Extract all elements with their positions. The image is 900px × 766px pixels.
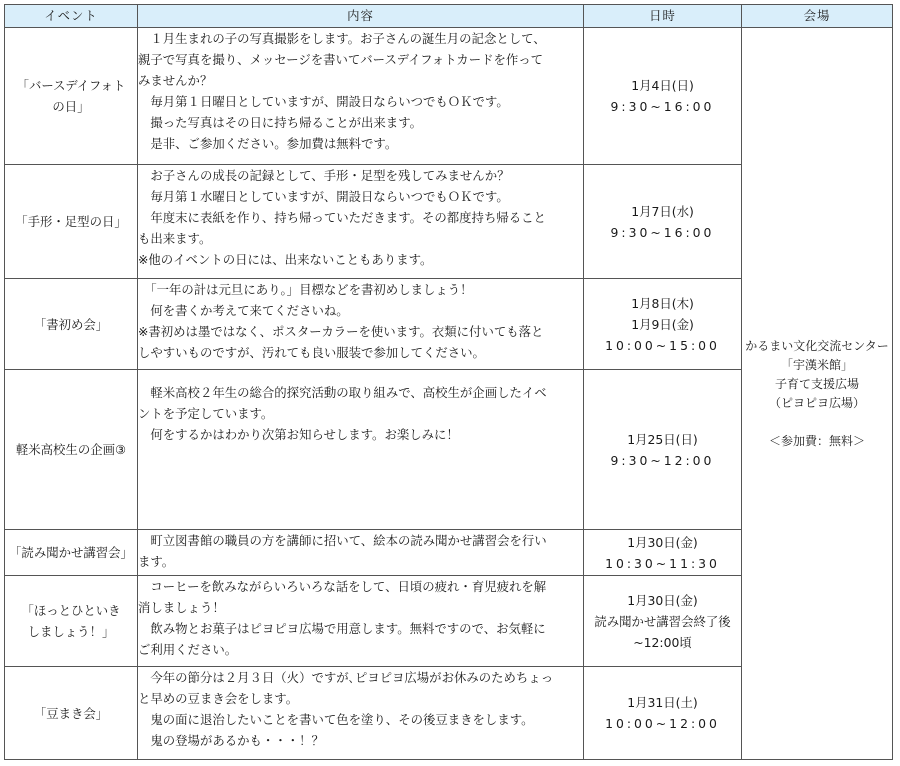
event-name-cell: [5, 576, 138, 667]
event-description-cell: [138, 165, 584, 279]
venue-line: （ピヨピヨ広場）: [768, 395, 865, 410]
event-description-cell: [138, 576, 584, 667]
description-line: 親子で写真を撮り、メッセージを書いてバースデイフォトカードを作って: [138, 52, 544, 67]
event-description-cell: [138, 370, 584, 530]
event-name-line: 「書初め会」: [33, 316, 109, 332]
venue-line: かるまい文化交流センター: [745, 338, 889, 353]
description-line: お子さんの成長の記録として、手形・足型を残してみませんか？: [138, 168, 510, 183]
event-date: 1月25日(日): [627, 431, 698, 447]
event-name-cell: [5, 530, 138, 576]
event-schedule-table: [4, 4, 893, 760]
event-datetime-cell: [584, 279, 742, 370]
description-line: コーヒーを飲みながらいろいろな話をして、日頃の疲れ・育児疲れを解: [138, 579, 547, 594]
event-date: 1月30日(金): [627, 592, 698, 608]
event-datetime-cell: [584, 576, 742, 667]
venue-line: 「宇漢米館」: [780, 357, 853, 372]
event-name-line: 軽米高校生の企画③: [15, 442, 127, 457]
event-name-line: 「豆まき会」: [33, 705, 109, 721]
description-line: 町立図書館の職員の方を講師に招いて、絵本の読み聞かせ講習会を行い: [138, 533, 547, 548]
event-description-cell: [138, 279, 584, 370]
description-line: ※書初めは墨ではなく、ポスターカラーを使います。衣類に付いても落と: [138, 324, 544, 339]
header-event: イベント: [5, 5, 138, 28]
event-name-line: しましょう！」: [27, 624, 115, 639]
description-line: ※他のイベントの日には、出来ないこともあります。: [138, 252, 433, 267]
venue-spacer: [742, 413, 892, 432]
event-datetime-cell: [584, 165, 742, 279]
description-line: 何を書くか考えて来てくださいね。: [138, 303, 349, 318]
description-line: ントを予定しています。: [138, 406, 274, 421]
event-end-time: ~12:00頃: [633, 634, 692, 650]
description-line: 軽米高校２年生の総合的探究活動の取り組みで、高校生が企画したイベ: [138, 385, 547, 400]
event-datetime-cell: [584, 667, 742, 760]
description-line: 年度末に表紙を作り、持ち帰っていただきます。その都度持ち帰ること: [138, 210, 546, 225]
event-time: 9:30~12:00: [610, 452, 715, 468]
description-line: 鬼の登場があるかも・・・！？: [138, 733, 324, 748]
event-name-cell: [5, 667, 138, 760]
description-line: 「一年の計は元旦にあり。」目標などを書初めしましょう！: [138, 282, 473, 297]
header-venue: 会場: [742, 5, 893, 28]
event-name-line: 「ほっとひといき: [21, 603, 121, 618]
event-description-cell: [138, 28, 584, 165]
header-content: 内容: [138, 5, 584, 28]
description-line: ご利用ください。: [138, 642, 238, 657]
event-name-cell: [5, 279, 138, 370]
venue-cell: [742, 28, 893, 760]
event-row: [5, 28, 893, 165]
event-date: 1月30日(金): [627, 534, 698, 550]
venue-line: 子育て支援広場: [774, 376, 859, 391]
event-datetime-cell: [584, 530, 742, 576]
event-datetime-cell: [584, 370, 742, 530]
event-description-cell: [138, 530, 584, 576]
event-date: 1月9日(金): [631, 316, 694, 332]
event-name-cell: [5, 28, 138, 165]
event-name-line: 「バースデイフォト: [16, 78, 126, 93]
event-date: 1月7日(水): [631, 203, 694, 219]
description-line: みませんか？: [138, 73, 213, 88]
header-datetime: 日時: [584, 5, 742, 28]
description-line: 鬼の面に退治したいことを書いて色を塗り、その後豆まきをします。: [138, 712, 534, 727]
event-date: 1月31日(土): [627, 695, 698, 710]
event-time-note: 読み聞かせ講習会終了後: [594, 613, 731, 629]
event-datetime-cell: [584, 28, 742, 165]
description-line: ます。: [138, 554, 175, 569]
event-name-line: の日」: [52, 99, 90, 114]
event-description-cell: [138, 667, 584, 760]
event-time: 10:00~12:00: [605, 716, 720, 731]
description-line: 是非、ご参加ください。参加費は無料です。: [138, 136, 398, 151]
event-name-line: 「読み聞かせ講習会」: [9, 545, 133, 560]
event-time: 10:30~11:30: [605, 555, 720, 571]
description-line: 今年の節分は２月３日（火）ですが､ピヨピヨ広場がお休みのためちょっ: [138, 670, 554, 685]
description-line: しやすいものですが、汚れても良い服装で参加してください。: [138, 345, 485, 360]
description-line: 消しましょう！: [138, 600, 225, 615]
event-time: 10:00~15:00: [605, 337, 720, 353]
event-time: 9:30~16:00: [610, 224, 715, 240]
description-line: １月生まれの子の写真撮影をします。お子さんの誕生月の記念として、: [138, 31, 546, 46]
description-line: も出来ます。: [138, 231, 212, 246]
event-name-cell: [5, 370, 138, 530]
venue-fee: ＜参加費：無料＞: [768, 433, 865, 448]
description-line: と早めの豆まき会をします。: [138, 691, 299, 706]
description-line: 何をするかはわかり次第お知らせします。お楽しみに！: [138, 427, 459, 442]
description-line: 飲み物とお菓子はピヨピヨ広場で用意します。無料ですので、お気軽に: [138, 621, 546, 636]
header-row: [5, 5, 893, 28]
event-date: 1月8日(木): [631, 295, 694, 311]
description-line: 毎月第１日曜日としていますが、開設日ならいつでもＯＫです。: [138, 94, 509, 109]
event-name-line: 「手形・足型の日」: [15, 214, 127, 229]
event-date: 1月4日(日): [631, 78, 694, 93]
event-name-cell: [5, 165, 138, 279]
description-line: 撮った写真はその日に持ち帰ることが出来ます。: [138, 115, 422, 130]
event-time: 9:30~16:00: [610, 99, 715, 114]
description-line: 毎月第１水曜日としていますが、開設日ならいつでもＯＫです。: [138, 189, 509, 204]
